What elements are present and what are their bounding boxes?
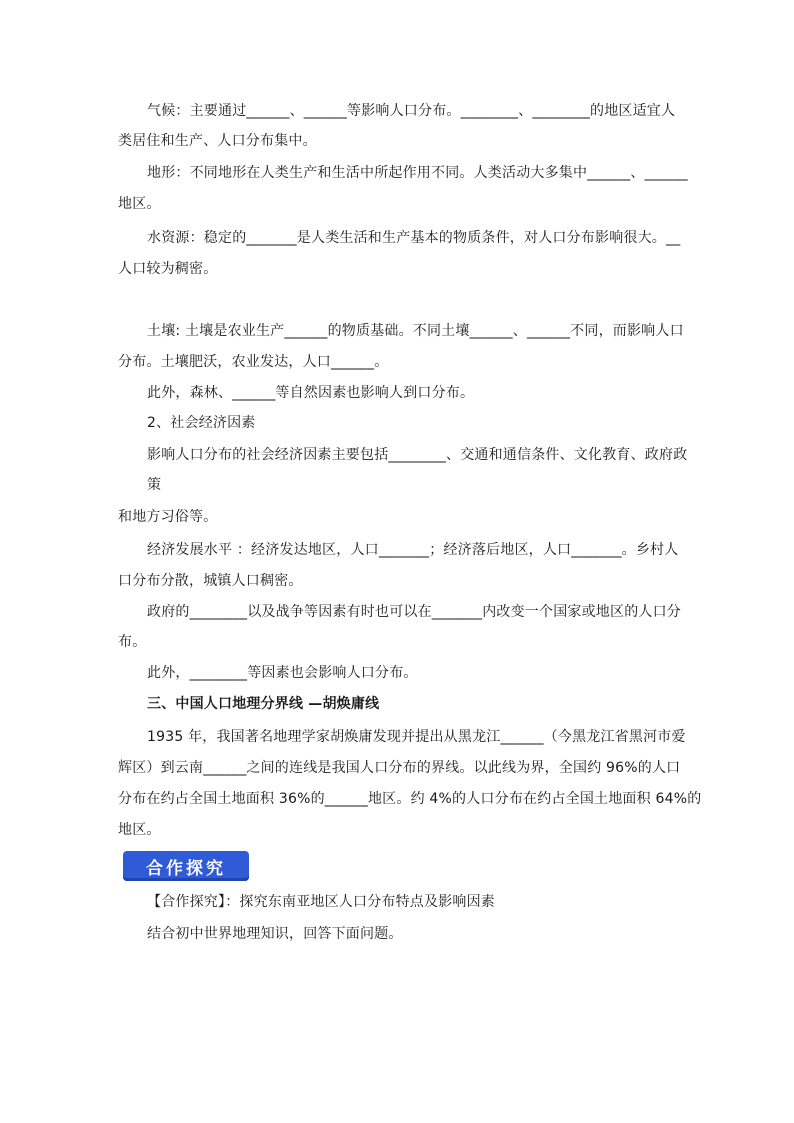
policy-paragraph-line-1: 政府的________以及战争等因素有时也可以在_______内改变一个国家或地区的人口分 <box>147 604 681 620</box>
soil-paragraph-line-1: 土壤: 土壤是农业生产______的物质基础。不同土壤______、______不同，而影响人口 <box>147 323 684 339</box>
hu-line-paragraph-line-2: 辉区）到云南______之间的连线是我国人口分布的界线。以此线为界，全国约 96%的人口 <box>118 760 681 776</box>
hu-line-paragraph-line-3: 分布在约占全国土地面积 36%的______地区。约 4%的人口分布在约占全国土地面积 64%的 <box>118 791 702 807</box>
section-heading-social-economic: 2、社会经济因素 <box>147 415 256 431</box>
cooperative-inquiry-badge: 合作探究 <box>123 851 249 881</box>
hu-line-paragraph-line-4: 地区。 <box>118 822 161 838</box>
other-social-factors: 此外，________等因素也会影响人口分布。 <box>147 665 418 681</box>
water-paragraph-line-2: 人口较为稠密。 <box>118 261 218 277</box>
social-factors-line-1: 影响人口分布的社会经济因素主要包括________、交通和通信条件、文化教育、政府政 <box>147 447 688 463</box>
social-factors-line-3: 和地方习俗等。 <box>118 509 218 525</box>
water-paragraph-line-1: 水资源：稳定的_______是人类生活和生产基本的物质条件，对人口分布影响很大。__ <box>147 230 681 246</box>
policy-paragraph-line-2: 布。 <box>118 634 147 650</box>
other-natural-factors: 此外，森林、______等自然因素也影响人到口分布。 <box>147 385 475 401</box>
inquiry-title: 【合作探究】：探究东南亚地区人口分布特点及影响因素 <box>147 894 495 910</box>
terrain-paragraph-line-2: 地区。 <box>118 196 161 212</box>
terrain-paragraph-line-1: 地形：不同地形在人类生产和生活中所起作用不同。人类活动大多集中______、______ <box>147 165 688 181</box>
inquiry-instruction: 结合初中世界地理知识，回答下面问题。 <box>147 926 403 942</box>
hu-line-paragraph-line-1: 1935 年，我国著名地理学家胡焕庸发现并提出从黑龙江______（今黑龙江省黑河市爱 <box>147 729 686 745</box>
soil-paragraph-line-2: 分布。土壤肥沃，农业发达，人口______。 <box>118 354 389 370</box>
climate-paragraph-line-1: 气候：主要通过______、______等影响人口分布。________、________的地区适宜人 <box>147 103 676 119</box>
social-factors-line-2: 策 <box>147 477 162 493</box>
economy-paragraph-line-1: 经济发展水平 ：经济发达地区，人口_______；经济落后地区，人口_______。乡村人 <box>147 542 679 558</box>
economy-paragraph-line-2: 口分布分散，城镇人口稠密。 <box>118 573 303 589</box>
section-heading-hu-line: 三、中国人口地理分界线 —胡焕庸线 <box>147 696 380 712</box>
climate-paragraph-line-2: 类居住和生产、人口分布集中。 <box>118 133 317 149</box>
